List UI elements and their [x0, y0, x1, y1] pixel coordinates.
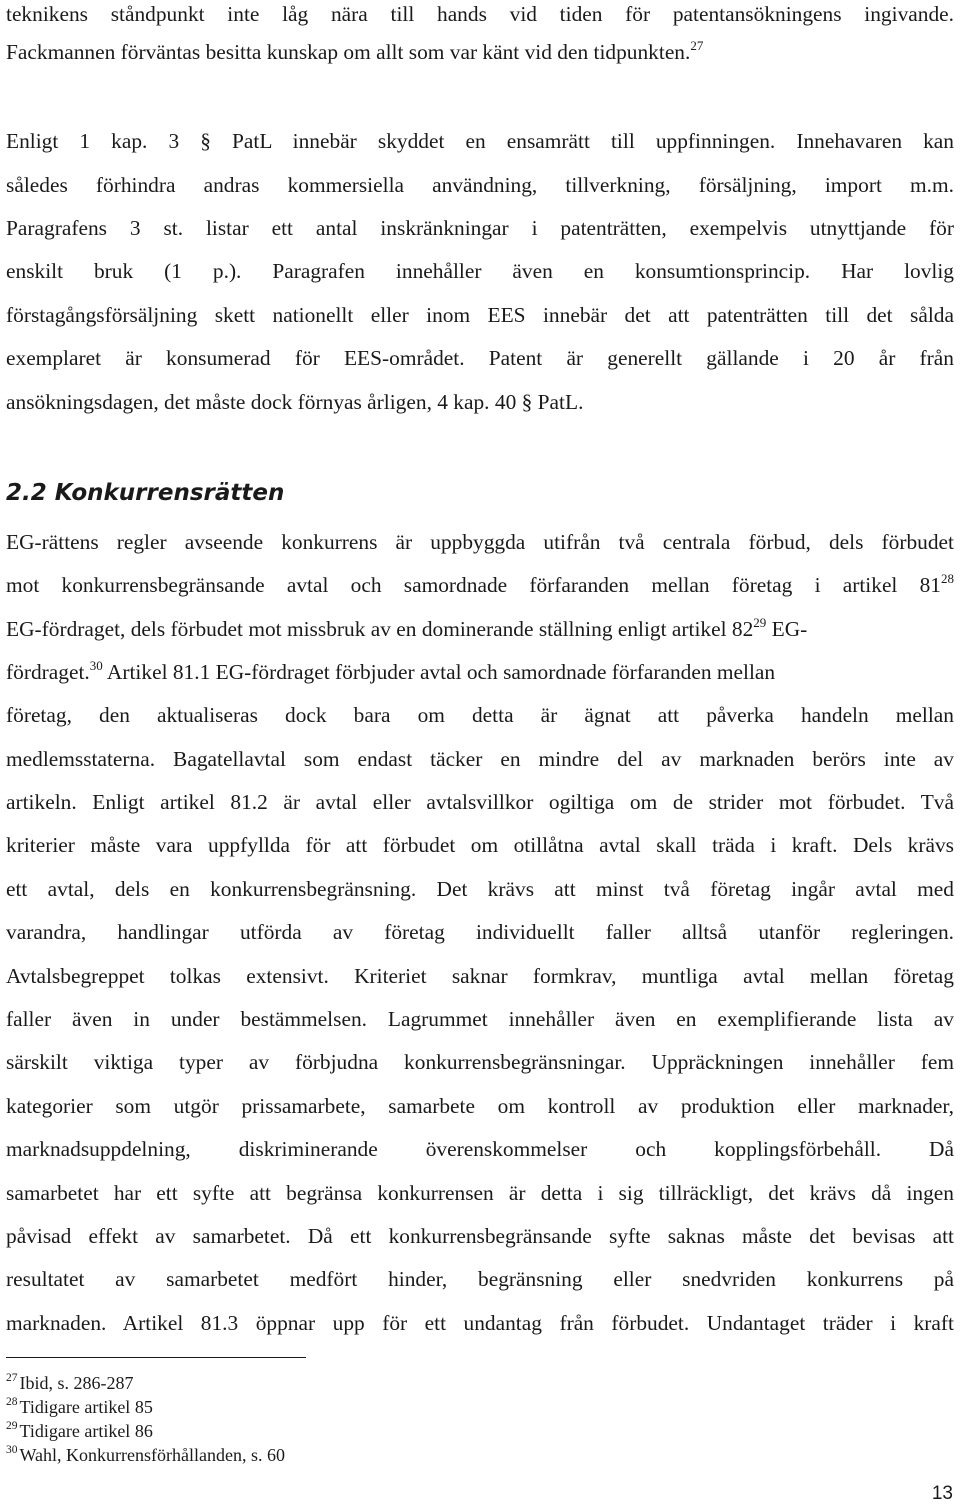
body-text-line: Paragrafens 3 st. listar ett antal inskränkningar i patenträtten, exempelvis utnyttjande för — [6, 216, 954, 240]
body-text-line: Avtalsbegreppet tolkas extensivt. Kriteriet saknar formkrav, muntliga avtal mellan företag — [6, 964, 954, 988]
body-text-line — [6, 617, 954, 641]
section-heading: 2.2 Konkurrensrätten — [6, 480, 285, 506]
body-text-line: ett avtal, dels en konkurrensbegränsning. Det krävs att minst två företag ingår avtal med — [6, 877, 954, 901]
footnote — [6, 1444, 285, 1469]
footnote — [6, 1396, 153, 1421]
footnote-separator — [6, 1357, 306, 1358]
footnote — [6, 1420, 153, 1445]
body-text-line: förstagångsförsäljning skett nationellt eller inom EES innebär det att patenträtten till det sålda — [6, 303, 954, 327]
footnote-reference: 28 — [941, 571, 954, 586]
footnote-text: Ibid, s. 286-287 — [19, 1373, 134, 1393]
footnote — [6, 1372, 134, 1397]
body-text-line — [6, 40, 954, 64]
body-text-line: EG-rättens regler avseende konkurrens är uppbyggda utifrån två centrala förbud, dels förbudet — [6, 530, 954, 554]
body-text-line: artikeln. Enligt artikel 81.2 är avtal eller avtalsvillkor ogiltiga om de strider mot förbudet. Två — [6, 790, 954, 814]
body-text-line: teknikens ståndpunkt inte låg nära till hands vid tiden för patentansökningens ingivande. — [6, 2, 954, 26]
body-text-line: medlemsstaterna. Bagatellavtal som endast täcker en mindre del av marknaden berörs inte av — [6, 747, 954, 771]
footnote-reference: 27 — [690, 38, 704, 53]
footnote-number: 27 — [6, 1372, 18, 1384]
body-text-line: enskilt bruk (1 p.). Paragrafen innehåller även en konsumtionsprincip. Har lovlig — [6, 259, 954, 283]
body-text-segment: Artikel 81.1 EG-fördraget förbjuder avtal och samordnade förfaranden mellan — [102, 660, 776, 684]
body-text-line: således förhindra andras kommersiella användning, tillverkning, försäljning, import m.m. — [6, 173, 954, 197]
body-text-line: exemplaret är konsumerad för EES-området. Patent är generellt gällande i 20 år från — [6, 346, 954, 370]
footnote-reference: 29 — [753, 615, 767, 630]
body-text-line: Enligt 1 kap. 3 § PatL innebär skyddet en ensamrätt till uppfinningen. Innehavaren kan — [6, 129, 954, 153]
body-text-line: särskilt viktiga typer av förbjudna konkurrensbegränsningar. Uppräckningen innehåller fem — [6, 1050, 954, 1074]
body-text-segment: fördraget. — [6, 660, 90, 684]
body-text-line: faller även in under bestämmelsen. Lagrummet innehåller även en exemplifierande lista av — [6, 1007, 954, 1031]
body-text-line: ansökningsdagen, det måste dock förnyas årligen, 4 kap. 40 § PatL. — [6, 390, 584, 414]
body-text-segment: EG-fördraget, dels förbudet mot missbruk av en dominerande ställning enligt artikel 82 — [6, 617, 754, 641]
body-text-line: marknaden. Artikel 81.3 öppnar upp för ett undantag från förbudet. Undantaget träder i kraft — [6, 1311, 954, 1335]
body-text-line: kriterier måste vara uppfyllda för att förbudet om otillåtna avtal skall träda i kraft. Dels krävs — [6, 833, 954, 857]
footnote-reference: 30 — [89, 658, 103, 673]
page-number: 13 — [931, 1483, 953, 1504]
body-text-line: marknadsuppdelning, diskriminerande överenskommelser och kopplingsförbehåll. Då — [6, 1137, 954, 1161]
footnote-number: 30 — [6, 1444, 18, 1456]
body-text-line — [6, 573, 954, 597]
body-text-line: varandra, handlingar utförda av företag individuellt faller alltså utanför regleringen. — [6, 920, 954, 944]
body-text-line: företag, den aktualiseras dock bara om detta är ägnat att påverka handeln mellan — [6, 703, 954, 727]
body-text-line: kategorier som utgör prissamarbete, samarbete om kontroll av produktion eller marknader, — [6, 1094, 954, 1118]
footnote-text: Wahl, Konkurrensförhållanden, s. 60 — [19, 1445, 285, 1465]
body-text-segment: Fackmannen förväntas besitta kunskap om allt som var känt vid den tidpunkten. — [6, 40, 691, 64]
footnote-number: 28 — [6, 1396, 18, 1408]
body-text-line: resultatet av samarbetet medfört hinder, begränsning eller snedvriden konkurrens på — [6, 1267, 954, 1291]
footnote-text: Tidigare artikel 86 — [19, 1421, 153, 1441]
body-text-segment: mot konkurrensbegränsande avtal och samordnade förfaranden mellan företag i artikel 81 — [6, 573, 941, 597]
footnote-text: Tidigare artikel 85 — [19, 1397, 153, 1417]
body-text-segment: EG- — [766, 617, 808, 641]
body-text-line — [6, 660, 954, 684]
body-text-line: påvisad effekt av samarbetet. Då ett konkurrensbegränsande syfte saknas måste det bevisas att — [6, 1224, 954, 1248]
footnote-number: 29 — [6, 1420, 18, 1432]
body-text-line: samarbetet har ett syfte att begränsa konkurrensen är detta i sig tillräckligt, det krävs då ingen — [6, 1181, 954, 1205]
